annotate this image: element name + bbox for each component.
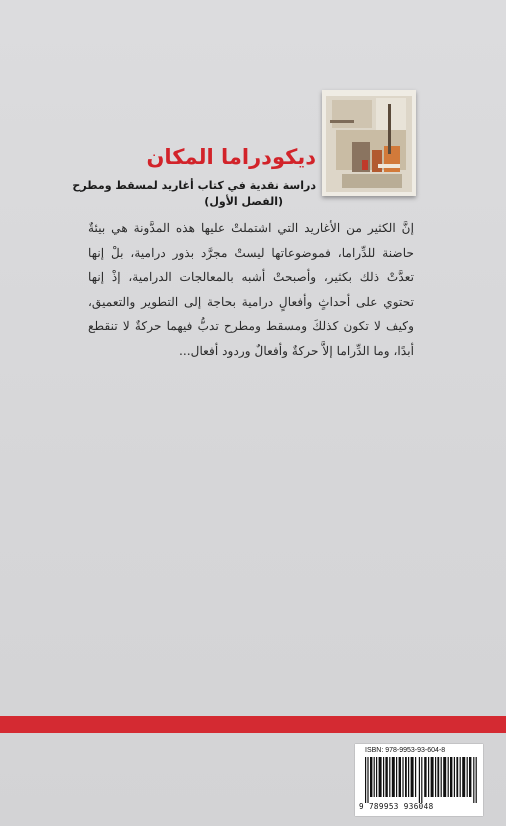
barcode-digits: 9 789953 936048	[359, 802, 434, 811]
barcode	[355, 744, 483, 816]
book-subtitle-part: (الفصل الأول)	[204, 195, 283, 208]
book-title: ديكودراما المكان	[146, 145, 316, 169]
book-subtitle: دراسة نقدية في كتاب أغاريد لمسقط ومطرح	[72, 179, 316, 192]
isbn-label: ISBN: 978-9953-93-604-8	[365, 747, 446, 754]
red-decorative-band	[0, 716, 506, 733]
cover-artwork-image	[322, 90, 416, 196]
barcode-bars	[365, 757, 477, 803]
back-cover-blurb: إنَّ الكثير من الأغاريد التي اشتملتْ عليها هذه المدَّونة هي بيئةٌ حاضنة للدِّراما، فموضوعاتها ليستْ مجرَّد بذور درامية، بلْ إنها تعدَّتْ ذلك بكثير، وأصبحتْ أشبه بالمعالجات الدرامية، إذْ إنها تحتوي على أحداثٍ وأفعالٍ درامية بحاجة إلى التطوير والتعميق، وكيف لا تكون كذلكَ ومسقط ومطرح تدبُّ فيهما حركةٌ لا تنقطع أبدًا، وما الدِّراما إلاَّ حركةٌ وأفعالٌ وردود أفعال...	[88, 221, 414, 358]
